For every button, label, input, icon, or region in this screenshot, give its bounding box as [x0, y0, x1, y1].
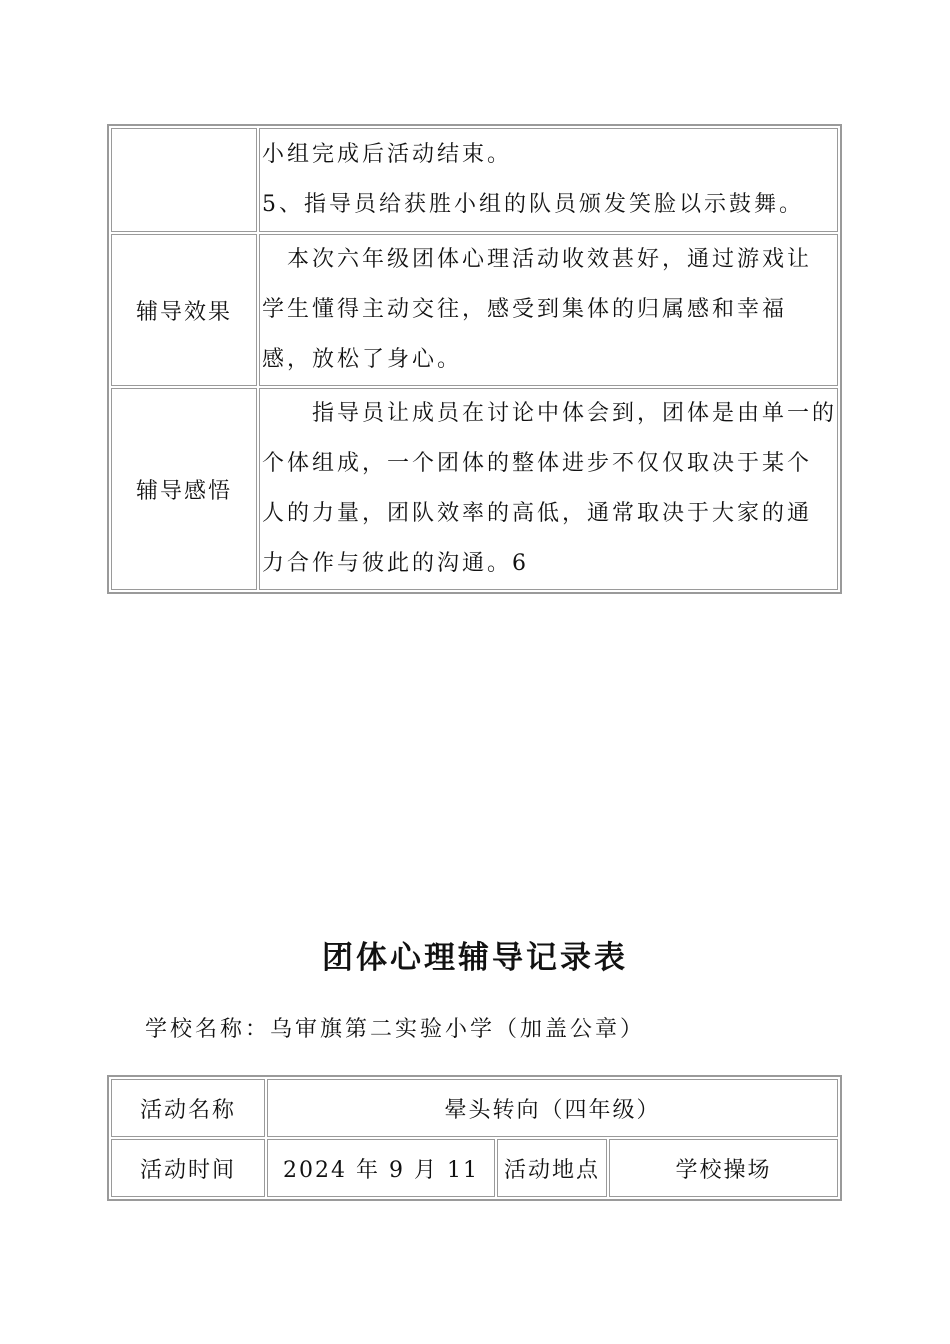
reflection-line: 力合作与彼此的沟通。6 [261, 551, 529, 576]
school-name-line: 学校名称：乌审旗第二实验小学（加盖公章） [145, 1017, 646, 1042]
table-row [111, 388, 838, 590]
reflection-line: 个体组成，一个团体的整体进步不仅仅取决于某个 [261, 451, 812, 476]
table-row [111, 1079, 838, 1137]
effect-line: 本次六年级团体心理活动收效甚好，通过游戏让 [261, 247, 812, 272]
effect-cell [259, 234, 838, 386]
activity-name-value: 晕头转向（四年级） [267, 1079, 838, 1137]
empty-label-cell [111, 128, 257, 232]
reflection-cell [259, 388, 838, 590]
process-cell [259, 128, 838, 232]
table-row [111, 234, 838, 386]
activity-place-value: 学校操场 [609, 1139, 838, 1197]
effect-label: 辅导效果 [111, 234, 257, 386]
effect-line: 学生懂得主动交往，感受到集体的归属感和幸福 [261, 297, 787, 322]
activity-time-value: 2024 年 9 月 11 [267, 1139, 495, 1197]
process-line: 5、指导员给获胜小组的队员颁发笑脸以示鼓舞。 [261, 192, 804, 217]
activity-name-label: 活动名称 [111, 1079, 265, 1137]
table-row [111, 1139, 838, 1197]
activity-place-label: 活动地点 [497, 1139, 607, 1197]
reflection-label: 辅导感悟 [111, 388, 257, 590]
effect-line: 感，放松了身心。 [261, 347, 462, 372]
page-title: 团体心理辅导记录表 [322, 940, 628, 976]
reflection-line: 指导员让成员在讨论中体会到，团体是由单一的 [261, 401, 837, 426]
process-line: 小组完成后活动结束。 [261, 142, 512, 167]
reflection-line: 人的力量，团队效率的高低，通常取决于大家的通 [261, 501, 812, 526]
activity-time-label: 活动时间 [111, 1139, 265, 1197]
guidance-record-table-continued [107, 124, 842, 594]
activity-info-table [107, 1075, 842, 1201]
table-row [111, 128, 838, 232]
